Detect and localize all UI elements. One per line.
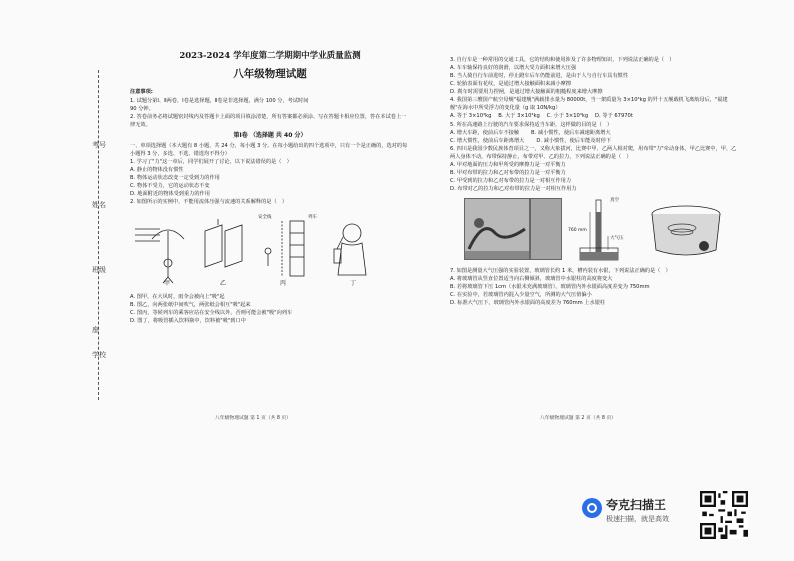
question-5-option-c: C. 增大惯性，使前后车距离增大 — [450, 137, 525, 144]
question-4-option-b: B. 大于 3×10⁴kg — [498, 113, 540, 120]
question-5-options-ab — [450, 129, 740, 137]
label-seat: 座 — [92, 326, 99, 334]
label-school: 学校 — [92, 351, 106, 359]
figure-label-c: 丙 — [280, 280, 287, 288]
footer-left: 八年级物理试题 第 1 页（共 8 页） — [215, 416, 292, 421]
question-2-option-c: C. 图丙，等候列车的乘客应站在安全线以外，否则可能会被"吸"向列车 — [130, 309, 293, 316]
binding-margin — [0, 60, 120, 460]
footer-right: 八年级物理试题 第 2 页（共 8 页） — [540, 416, 617, 421]
question-4-option-d: D. 等于 67970t — [595, 113, 633, 120]
question-1-option-a: A. 静止的物体没有惯性 — [130, 167, 184, 174]
figure-label-a: 甲 — [164, 280, 171, 288]
basin-with-ball — [646, 200, 726, 260]
scanner-app-name: 夸克扫描王 — [606, 498, 667, 512]
question-2-option-d: D. 图丁，将吸管插入饮料瓶中，饮料被"吸"到口中 — [130, 317, 246, 324]
question-1-option-d: D. 地面附近的物体受到重力的作用 — [130, 191, 210, 198]
question-1: 1. 学习了"力"这一章后，同学们展开了讨论，以下说法错误的是（ ） — [130, 159, 292, 166]
figure-label-d: 丁 — [350, 280, 357, 288]
tug-of-war-photo-2 — [530, 198, 562, 260]
figure-label-b: 乙 — [220, 280, 227, 288]
note-1: 1. 试题分第Ⅰ、Ⅱ两卷，Ⅰ卷是选择题，Ⅱ卷是非选择题，满分 100 分，考试时间 — [130, 97, 309, 104]
question-2: 2. 如图所示的实例中，不能用流体压强与流速的关系解释的是（ ） — [130, 199, 288, 206]
question-6-option-d: D. 布带对乙的拉力和乙对布带的拉力是一对相互作用力 — [450, 186, 577, 192]
question-5-option-b: B. 减小惯性，使后车减速距离增大 — [531, 129, 611, 136]
question-7-option-c: C. 在实验中，若玻璃管内混入少量空气，所测的大气压值偏小 — [450, 292, 592, 299]
question-3-option-a: A. 车车轴保持良好的润滑，以增大受力面积来增大压强 — [450, 65, 577, 72]
question-5-option-d: D. 减小惯性，使后车能及时停下 — [536, 137, 612, 144]
question-7: 7. 如图是测量大气压强的实验装置，玻璃管长约 1 米，槽内装有水银，下列说法正确的是（ ） — [450, 268, 671, 275]
question-7-option-a: A. 将玻璃管从竖直位置适当向右侧倾斜，玻璃管中水银柱的高度将变大 — [450, 276, 613, 283]
section-1-instructions: 一、单项选择题（本大题有 8 小题，共 24 分，每小题 3 分。在每小题给出的四个选项中，只有一个是正确的，选对的每小题得 3 分，多选、不选、错选均不得分） — [130, 143, 408, 158]
question-6-option-c: C. 甲受到的拉力和乙对布带的拉力是一对相互作用力 — [450, 177, 572, 184]
label-exam-number: 考号 — [92, 141, 106, 149]
question-3-option-b: B. 当人骑自行车前进时，停止蹬车后车仍能前进，是由于人与自行车具有惯性 — [450, 73, 629, 80]
question-6-option-a: A. 甲对地面的压力和甲所受的摩擦力是一对平衡力 — [450, 161, 566, 168]
label-vacuum: 真空 — [610, 198, 619, 204]
part1-title: 第Ⅰ卷 （选择题 共 40 分） — [233, 131, 307, 139]
question-7-option-d: D. 标准大气压下，玻璃管内外水银面的高度差为 760mm 上水银柱 — [450, 300, 606, 307]
question-2-option-a: A. 图甲，在大风时，雨伞会被向上"吸"起 — [130, 293, 225, 300]
label-atmospheric-pressure: 大气压 — [610, 236, 624, 242]
page-left — [130, 50, 410, 325]
question-1-option-c: C. 物体不受力，它的运动状态不变 — [130, 183, 210, 190]
notes-title: 注意事项: — [130, 89, 153, 96]
note-2: 2. 答卷前务必将试题密封线内及答题卡上面的项目填涂清楚，所有答案都必须涂、写在答题卡相应位置，答在本试卷上一律无效。 — [130, 113, 407, 128]
note-1b: 90 分钟。 — [130, 105, 154, 112]
question-5-options-cd — [450, 137, 740, 145]
figure-label-train: 列车 — [308, 214, 317, 220]
question-6: 6. 四川是我国少数民族体育项目之一，又称大象拔河，比赛中甲、乙两人相对爬，用布带"力"牵动身体，甲乙比赛中，甲、乙两人身体不动，布带保持静止，布带对甲、乙的拉力，下列说法正确的是（ ） — [450, 145, 737, 160]
page-right — [450, 56, 740, 307]
question-1-option-b: B. 物体运动状态改变一定受到力的作用 — [130, 175, 220, 182]
question-4-option-c: C. 小于 3×10⁴kg — [546, 113, 589, 120]
question-5-option-a: A. 增大车距，使前后车不接触 — [450, 129, 520, 136]
question-7-option-b: B. 若将玻璃管下压 1cm（水银未充满玻璃管），玻璃管内外水银面高度差变为 750mm — [450, 284, 650, 291]
exam-year-title: 2023-2024 学年度第二学期期中学业质量监测 — [179, 51, 361, 61]
figures-drawing — [130, 211, 410, 289]
question-7-figures — [450, 196, 740, 264]
tug-of-war-photo — [464, 198, 530, 260]
question-2-option-b: B. 图乙，向两张纸中间吹气，两张纸会相互"吸"起来 — [130, 301, 251, 308]
question-5: 5. 所在高速路上行驶的汽车要求保持适当车距，这样做的目的是（ ） — [450, 121, 613, 128]
figure-label-safety-line: 安全线 — [258, 214, 272, 220]
question-6-option-b: B. 甲对布带的拉力和乙对布带的拉力是一对平衡力 — [450, 169, 566, 176]
label-class: 班级 — [92, 266, 106, 274]
label-760mm: 760 mm — [568, 228, 587, 234]
label-name: 姓名 — [92, 201, 106, 209]
question-3-option-d: D. 刹车时需要用力捏闸，是通过增大接触面的粗糙程度来增大摩擦 — [450, 89, 603, 96]
scanner-slogan: 极速扫描，就是高效 — [606, 515, 669, 523]
question-3-option-c: C. 轮胎表面有花纹，是通过增大接触面积来减小摩擦 — [450, 81, 572, 88]
question-4-option-a: A. 等于 3×10⁴kg — [450, 113, 492, 120]
question-3: 3. 自行车是一种常用的交通工具，它的结构和使用涉及了许多物理知识，下列说法正确的是（ ） — [450, 57, 675, 63]
qr-code-icon — [700, 491, 748, 539]
question-4-options — [450, 112, 740, 120]
question-4: 4. 我国第三艘国产航空母舰"福建舰"满载排水量为 80000t，当一架质量为 3×10⁴kg 的歼十五舰载机飞离航母后，"福建舰"在海水中所受浮力的变化量（g 取 10N/kg） — [450, 97, 728, 112]
exam-subject-title: 八年级物理试题 — [233, 68, 307, 81]
scanner-logo-icon — [582, 498, 602, 518]
question-2-figures — [130, 211, 410, 289]
